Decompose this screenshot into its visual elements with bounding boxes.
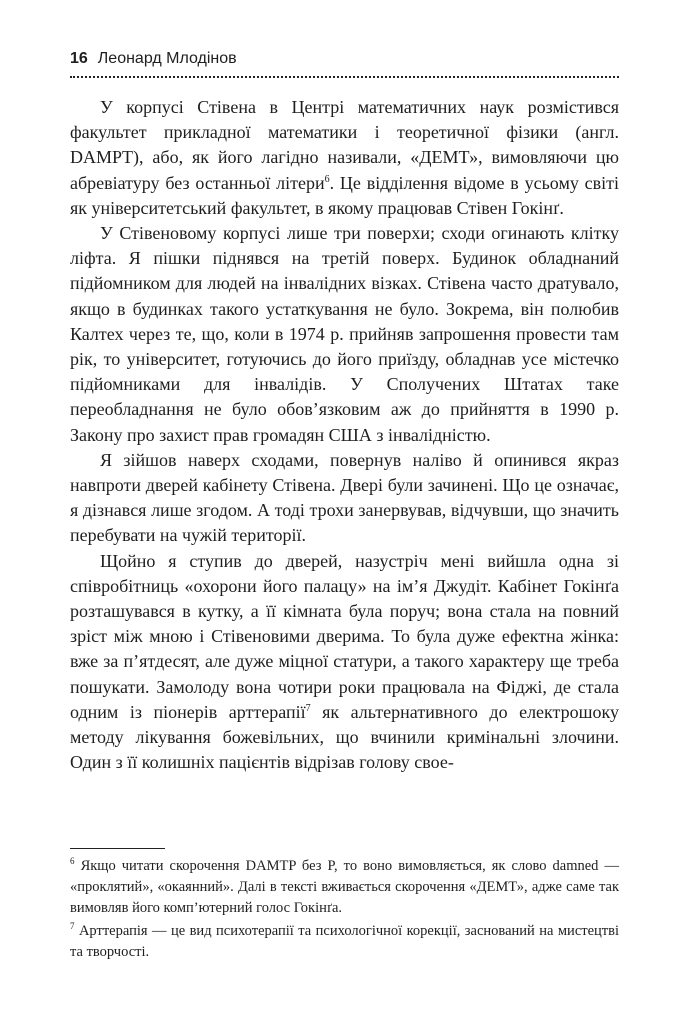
paragraph: У Стівеновому корпусі лише три поверхи; сходи огинають клітку ліфта. Я пішки піднявся на третій поверх. Будинок обладнаний підйомником для людей на інвалідних візках. Стівена часто дратувало, якщо в будинках такого устаткування не було. Зокрема, він полюбив Калтех через те, що, коли в 1974 р. прийняв запрошення провести там рік, то університет, готуючись до його приїзду, обладнав усе містечко підйомниками для інвалідів. У Сполучених Штатах таке переобладнання не було обов’язковим аж до прийняття в 1990 р. Закону про захист прав громадян США з інвалідністю. bbox=[70, 223, 619, 445]
paragraph: У корпусі Стівена в Центрі математичних наук розмістився факультет прикладної математики і теоретичної фізики (англ. DAMPT), або, як його лагідно називали, «ДЕМТ», вимовляючи цю абревіатуру без останньої літери$^6$. Це відділення відоме в усьому світі як університетський факультет, в якому працював Стівен Гокінґ. bbox=[70, 97, 619, 218]
footnotes bbox=[70, 856, 619, 965]
footnote-ref[interactable]: 7 bbox=[305, 702, 311, 714]
footnote-ref[interactable]: 6 bbox=[324, 173, 330, 185]
header-dotted-rule bbox=[70, 76, 619, 78]
paragraph: Я зійшов наверх сходами, повернув наліво й опинився якраз навпроти дверей кабінету Стівена. Двері були зачинені. Що це означає, я дізнався лише згодом. А тоді трохи занервував, відчувши, що значить перебувати на чужій території. bbox=[70, 449, 619, 546]
footnote: $^6$ Якщо читати скорочення DAMTP без P, то воно вимовляється, як слово damned — «проклятий», «окаянний». Далі в тексті вживається скорочення «ДЕМТ», адже саме так вимовляв його комп’ютерний голос Гокінґа. bbox=[70, 856, 619, 916]
footnote-mark: 7 bbox=[70, 921, 75, 932]
footnote-mark: 6 bbox=[70, 856, 75, 867]
footnote-divider bbox=[70, 848, 165, 849]
body-text bbox=[70, 95, 619, 775]
footnote: $^7$ Арттерапія — це вид психотерапії та психологічної корекції, заснований на мистецтві та творчості. bbox=[70, 921, 619, 960]
running-header bbox=[70, 50, 619, 76]
page-number: 16 bbox=[70, 50, 88, 67]
paragraph: Щойно я ступив до дверей, назустріч мені вийшла одна зі співробітниць «охорони його палацу» на ім’я Джудіт. Кабінет Гокінґа розташувався в кутку, а її кімната була поруч; вона стала на повний зріст між мною і Стівеновими дверима. То була дуже ефектна жінка: вже за п’ятдесят, але дуже міцної статури, а такого характеру ще треба пошукати. Замолоду вона чотири роки працювала на Фіджі, де стала одним із піонерів арттерапії$^7$ як альтернативного до електрошоку методу лікування божевільних, що вчинили кримінальні злочини. Один з її колишніх пацієнтів відрізав голову свое- bbox=[70, 550, 619, 773]
running-title: Леонард Млодінов bbox=[97, 50, 237, 67]
